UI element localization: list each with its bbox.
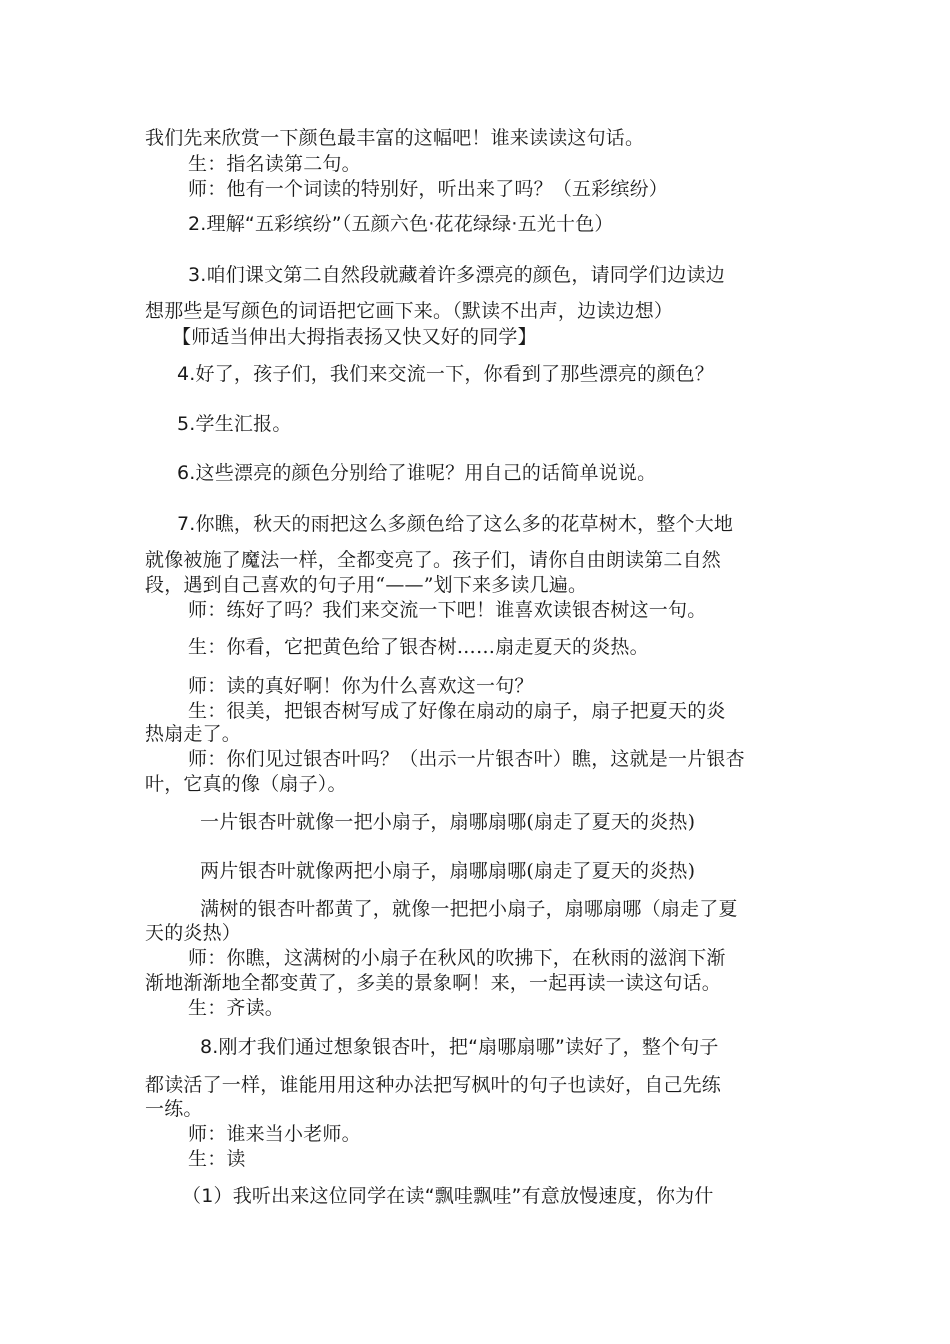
text-line: 7.你瞧，秋天的雨把这么多颜色给了这么多的花草树木，整个大地 <box>177 513 734 535</box>
text-line: 我们先来欣赏一下颜色最丰富的这幅吧！谁来读读这句话。 <box>145 127 645 149</box>
text-line: 生：很美，把银杏树写成了好像在扇动的扇子，扇子把夏天的炎 <box>188 700 726 722</box>
text-line: 师：他有一个词读的特别好，听出来了吗？（五彩缤纷） <box>188 178 669 200</box>
text-line: 8.刚才我们通过想象银杏叶，把“扇哪扇哪”读好了，整个句子 <box>200 1036 719 1058</box>
text-line: 4.好了，孩子们，我们来交流一下，你看到了那些漂亮的颜色？ <box>177 363 714 385</box>
text-line: 都读活了一样，谁能用用这种办法把写枫叶的句子也读好，自己先练 <box>145 1074 722 1096</box>
text-line: 生：你看，它把黄色给了银杏树……扇走夏天的炎热。 <box>188 636 649 658</box>
text-line: 生：读 <box>188 1148 246 1170</box>
text-line: 一片银杏叶就像一把小扇子，扇哪扇哪(扇走了夏天的炎热) <box>200 811 696 833</box>
text-line: 生：指名读第二句。 <box>188 153 361 175</box>
text-line: 师：谁来当小老师。 <box>188 1123 361 1145</box>
text-line: 就像被施了魔法一样，全都变亮了。孩子们，请你自由朗读第二自然 <box>145 549 722 571</box>
text-line: 满树的银杏叶都黄了，就像一把把小扇子，扇哪扇哪（扇走了夏 <box>200 898 738 920</box>
text-line: 师：读的真好啊！你为什么喜欢这一句？ <box>188 675 534 697</box>
text-line: 3.咱们课文第二自然段就藏着许多漂亮的颜色，请同学们边读边 <box>188 264 725 286</box>
text-line: 师：你瞧，这满树的小扇子在秋风的吹拂下，在秋雨的滋润下渐 <box>188 947 726 969</box>
text-line: 5.学生汇报。 <box>177 413 292 435</box>
text-line: 渐地渐渐地全都变黄了，多美的景象啊！来，一起再读一读这句话。 <box>145 972 722 994</box>
text-line: 想那些是写颜色的词语把它画下来。（默读不出声，边读边想） <box>145 300 674 322</box>
text-line: 师：练好了吗？我们来交流一下吧！谁喜欢读银杏树这一句。 <box>188 599 707 621</box>
text-line: 一练。 <box>145 1098 203 1120</box>
text-line: 两片银杏叶就像两把小扇子，扇哪扇哪(扇走了夏天的炎热) <box>200 860 696 882</box>
text-line: 叶，它真的像（扇子）。 <box>145 773 347 795</box>
text-line: 师：你们见过银杏叶吗？（出示一片银杏叶）瞧，这就是一片银杏 <box>188 748 745 770</box>
text-line: 生：齐读。 <box>188 997 285 1019</box>
text-line: （1）我听出来这位同学在读“飘哇飘哇”有意放慢速度，你为什 <box>182 1185 714 1207</box>
text-line: 2.理解“五彩缤纷”（五颜六色·花花绿绿·五光十色） <box>188 213 614 235</box>
text-line: 6.这些漂亮的颜色分别给了谁呢？用自己的话简单说说。 <box>177 462 657 484</box>
text-line: 天的炎热） <box>145 922 242 944</box>
text-line: 热扇走了。 <box>145 723 242 745</box>
text-line: 【师适当伸出大拇指表扬又快又好的同学】 <box>172 326 537 348</box>
text-line: 段，遇到自己喜欢的句子用“——”划下来多读几遍。 <box>145 574 588 596</box>
